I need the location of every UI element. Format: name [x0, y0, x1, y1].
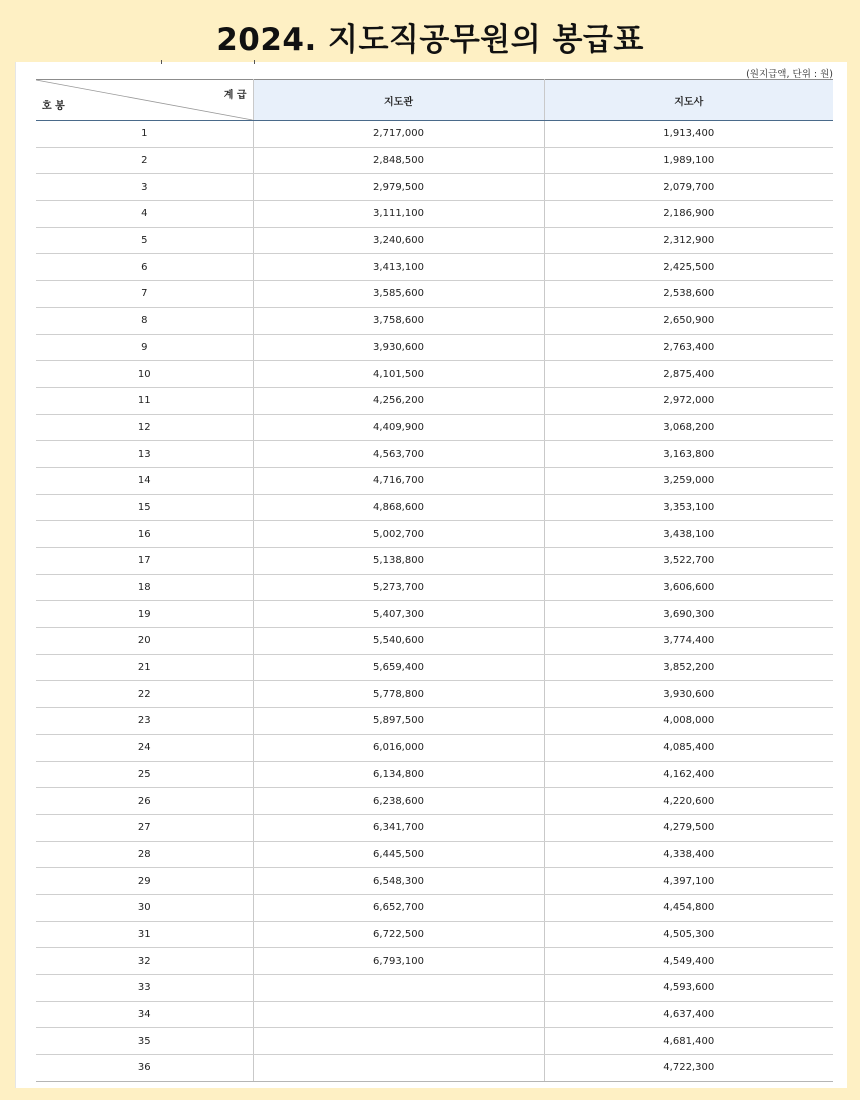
- table-row: [36, 441, 833, 468]
- jidogwan-salary-cell: [253, 1028, 544, 1055]
- diagonal-line: [36, 80, 253, 120]
- step-cell: 27: [36, 814, 253, 841]
- jidogwan-salary-cell: 6,445,500: [253, 841, 544, 868]
- table-row: [36, 841, 833, 868]
- salary-table: [36, 79, 833, 1082]
- jidogwan-salary-cell: 6,238,600: [253, 788, 544, 815]
- step-cell: 30: [36, 894, 253, 921]
- jidogwan-salary-cell: [253, 975, 544, 1002]
- jidogwan-salary-cell: 2,979,500: [253, 174, 544, 201]
- jidogwan-salary-cell: 4,716,700: [253, 467, 544, 494]
- step-cell: 2: [36, 147, 253, 174]
- table-row: [36, 414, 833, 441]
- table-row: [36, 628, 833, 655]
- step-cell: 25: [36, 761, 253, 788]
- header-row: [36, 80, 833, 121]
- step-cell: 34: [36, 1001, 253, 1028]
- table-row: [36, 761, 833, 788]
- jidogwan-salary-cell: 4,868,600: [253, 494, 544, 521]
- step-cell: 15: [36, 494, 253, 521]
- jidosa-salary-cell: 2,312,900: [544, 227, 833, 254]
- jidosa-salary-cell: 2,763,400: [544, 334, 833, 361]
- jidogwan-salary-cell: 4,409,900: [253, 414, 544, 441]
- step-label: 호 봉: [42, 101, 65, 112]
- table-row: [36, 361, 833, 388]
- jidosa-salary-cell: 3,852,200: [544, 654, 833, 681]
- jidogwan-salary-cell: 3,240,600: [253, 227, 544, 254]
- table-row: [36, 174, 833, 201]
- table-row: [36, 201, 833, 228]
- table-row: [36, 334, 833, 361]
- step-cell: 9: [36, 334, 253, 361]
- step-cell: 18: [36, 574, 253, 601]
- table-row: [36, 814, 833, 841]
- step-cell: 8: [36, 307, 253, 334]
- step-cell: 23: [36, 708, 253, 735]
- table-row: [36, 574, 833, 601]
- step-cell: 6: [36, 254, 253, 281]
- step-cell: 3: [36, 174, 253, 201]
- table-row: [36, 734, 833, 761]
- jidosa-salary-cell: 4,338,400: [544, 841, 833, 868]
- table-row: [36, 921, 833, 948]
- jidosa-salary-cell: 4,008,000: [544, 708, 833, 735]
- table-row: [36, 254, 833, 281]
- salary-sheet: [15, 62, 847, 1088]
- jidosa-salary-cell: 3,259,000: [544, 467, 833, 494]
- jidosa-salary-cell: 3,522,700: [544, 548, 833, 575]
- step-cell: 1: [36, 121, 253, 148]
- jidosa-salary-cell: 4,637,400: [544, 1001, 833, 1028]
- jidosa-salary-cell: 2,079,700: [544, 174, 833, 201]
- step-cell: 24: [36, 734, 253, 761]
- jidosa-salary-cell: 4,454,800: [544, 894, 833, 921]
- jidogwan-salary-cell: 6,548,300: [253, 868, 544, 895]
- table-row: [36, 1055, 833, 1082]
- jidogwan-salary-cell: 5,138,800: [253, 548, 544, 575]
- jidosa-salary-cell: 4,162,400: [544, 761, 833, 788]
- table-row: [36, 708, 833, 735]
- step-cell: 21: [36, 654, 253, 681]
- step-cell: 4: [36, 201, 253, 228]
- jidogwan-salary-cell: 3,930,600: [253, 334, 544, 361]
- table-row: [36, 975, 833, 1002]
- jidogwan-salary-cell: 5,002,700: [253, 521, 544, 548]
- jidosa-salary-cell: 2,972,000: [544, 387, 833, 414]
- jidosa-salary-cell: 3,163,800: [544, 441, 833, 468]
- column-header-jidogwan: 지도관: [253, 80, 544, 121]
- step-cell: 14: [36, 467, 253, 494]
- jidogwan-salary-cell: 4,101,500: [253, 361, 544, 388]
- jidosa-salary-cell: 1,913,400: [544, 121, 833, 148]
- step-cell: 5: [36, 227, 253, 254]
- jidogwan-salary-cell: 6,134,800: [253, 761, 544, 788]
- jidosa-salary-cell: 4,722,300: [544, 1055, 833, 1082]
- jidogwan-salary-cell: 6,652,700: [253, 894, 544, 921]
- step-cell: 35: [36, 1028, 253, 1055]
- jidogwan-salary-cell: 5,407,300: [253, 601, 544, 628]
- jidosa-salary-cell: 2,875,400: [544, 361, 833, 388]
- step-cell: 7: [36, 281, 253, 308]
- step-cell: 20: [36, 628, 253, 655]
- table-row: [36, 521, 833, 548]
- table-row: [36, 654, 833, 681]
- jidogwan-salary-cell: [253, 1055, 544, 1082]
- jidosa-salary-cell: 1,989,100: [544, 147, 833, 174]
- step-cell: 22: [36, 681, 253, 708]
- step-cell: 28: [36, 841, 253, 868]
- jidogwan-salary-cell: 4,256,200: [253, 387, 544, 414]
- jidogwan-salary-cell: 3,413,100: [253, 254, 544, 281]
- table-row: [36, 121, 833, 148]
- jidosa-salary-cell: 3,353,100: [544, 494, 833, 521]
- jidosa-salary-cell: 3,438,100: [544, 521, 833, 548]
- jidogwan-salary-cell: 5,778,800: [253, 681, 544, 708]
- table-row: [36, 868, 833, 895]
- jidogwan-salary-cell: 2,717,000: [253, 121, 544, 148]
- jidogwan-salary-cell: 4,563,700: [253, 441, 544, 468]
- step-cell: 10: [36, 361, 253, 388]
- jidosa-salary-cell: 4,681,400: [544, 1028, 833, 1055]
- jidogwan-salary-cell: 5,897,500: [253, 708, 544, 735]
- jidogwan-salary-cell: 2,848,500: [253, 147, 544, 174]
- jidosa-salary-cell: 4,085,400: [544, 734, 833, 761]
- unit-note: (원지급액, 단위 : 원): [746, 69, 833, 80]
- step-cell: 12: [36, 414, 253, 441]
- jidogwan-salary-cell: 5,273,700: [253, 574, 544, 601]
- step-cell: 13: [36, 441, 253, 468]
- jidogwan-salary-cell: 6,341,700: [253, 814, 544, 841]
- page-title: 2024. 지도직공무원의 봉급표: [216, 22, 644, 58]
- table-row: [36, 788, 833, 815]
- table-row: [36, 387, 833, 414]
- jidogwan-salary-cell: 6,016,000: [253, 734, 544, 761]
- jidosa-salary-cell: 2,538,600: [544, 281, 833, 308]
- jidogwan-salary-cell: 5,540,600: [253, 628, 544, 655]
- table-row: [36, 948, 833, 975]
- table-row: [36, 147, 833, 174]
- table-row: [36, 681, 833, 708]
- jidosa-salary-cell: 3,930,600: [544, 681, 833, 708]
- jidosa-salary-cell: 4,220,600: [544, 788, 833, 815]
- jidosa-salary-cell: 4,279,500: [544, 814, 833, 841]
- jidogwan-salary-cell: 3,585,600: [253, 281, 544, 308]
- table-row: [36, 894, 833, 921]
- step-cell: 11: [36, 387, 253, 414]
- edge-mark: [161, 60, 162, 64]
- jidogwan-salary-cell: 6,722,500: [253, 921, 544, 948]
- step-cell: 17: [36, 548, 253, 575]
- table-row: [36, 1028, 833, 1055]
- jidosa-salary-cell: 3,606,600: [544, 574, 833, 601]
- table-row: [36, 1001, 833, 1028]
- table-row: [36, 601, 833, 628]
- jidosa-salary-cell: 3,774,400: [544, 628, 833, 655]
- table-row: [36, 548, 833, 575]
- jidogwan-salary-cell: [253, 1001, 544, 1028]
- step-cell: 19: [36, 601, 253, 628]
- table-row: [36, 494, 833, 521]
- jidogwan-salary-cell: 3,111,100: [253, 201, 544, 228]
- jidosa-salary-cell: 3,068,200: [544, 414, 833, 441]
- table-row: [36, 307, 833, 334]
- jidosa-salary-cell: 4,593,600: [544, 975, 833, 1002]
- jidosa-salary-cell: 3,690,300: [544, 601, 833, 628]
- step-cell: 26: [36, 788, 253, 815]
- jidosa-salary-cell: 2,425,500: [544, 254, 833, 281]
- edge-mark: [254, 60, 255, 64]
- jidogwan-salary-cell: 3,758,600: [253, 307, 544, 334]
- step-cell: 29: [36, 868, 253, 895]
- table-row: [36, 281, 833, 308]
- grade-label: 계 급: [223, 90, 247, 101]
- jidosa-salary-cell: 4,505,300: [544, 921, 833, 948]
- corner-header-cell: [36, 80, 253, 121]
- jidogwan-salary-cell: 5,659,400: [253, 654, 544, 681]
- table-row: [36, 467, 833, 494]
- step-cell: 31: [36, 921, 253, 948]
- column-header-jidosa: 지도사: [544, 80, 833, 121]
- jidosa-salary-cell: 2,650,900: [544, 307, 833, 334]
- jidosa-salary-cell: 2,186,900: [544, 201, 833, 228]
- step-cell: 32: [36, 948, 253, 975]
- table-row: [36, 227, 833, 254]
- jidosa-salary-cell: 4,397,100: [544, 868, 833, 895]
- step-cell: 33: [36, 975, 253, 1002]
- jidosa-salary-cell: 4,549,400: [544, 948, 833, 975]
- jidogwan-salary-cell: 6,793,100: [253, 948, 544, 975]
- step-cell: 36: [36, 1055, 253, 1082]
- step-cell: 16: [36, 521, 253, 548]
